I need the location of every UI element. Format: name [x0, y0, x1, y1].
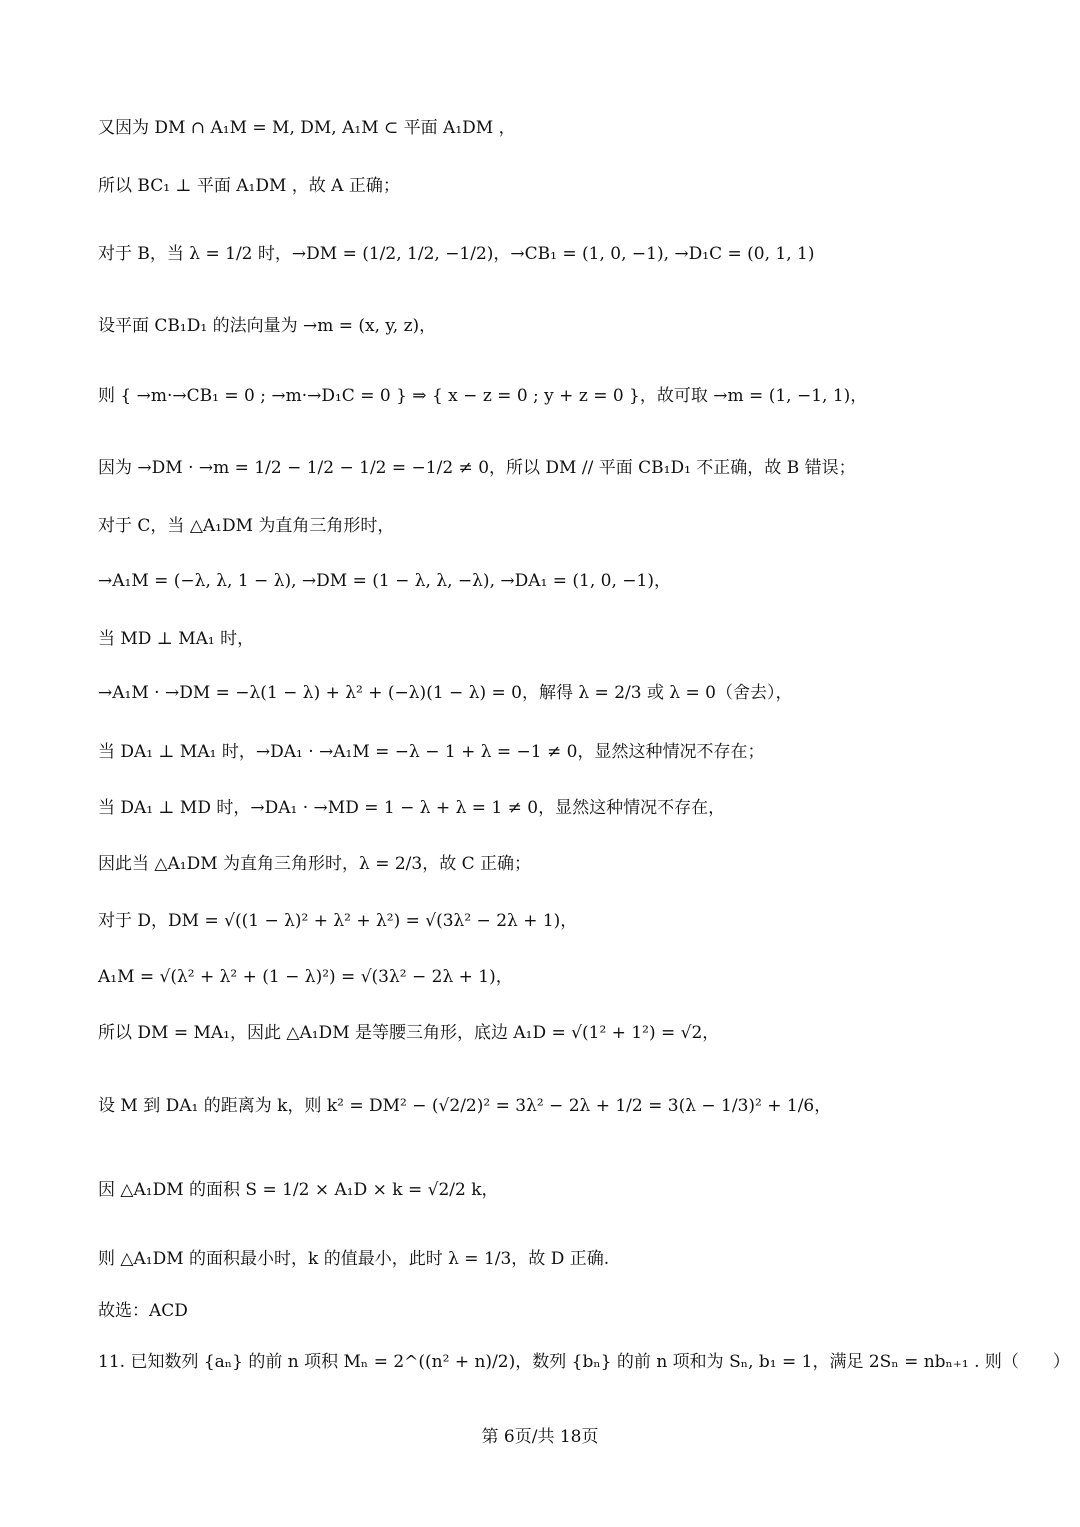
text-line: 对于 D，DM = √((1 − λ)² + λ² + λ²) = √(3λ² − 2λ + 1)， — [98, 911, 578, 931]
text-line: 设平面 CB₁D₁ 的法向量为 →m = (x, y, z)， — [98, 316, 437, 336]
text-line: 则 { →m·→CB₁ = 0 ; →m·→D₁C = 0 } ⇒ { x − z = 0 ; y + z = 0 }，故可取 →m = (1, −1, 1)， — [98, 386, 868, 406]
text-line: 故选：ACD — [98, 1301, 188, 1321]
text-line: 因为 →DM · →m = 1/2 − 1/2 − 1/2 = −1/2 ≠ 0，所以 DM // 平面 CB₁D₁ 不正确，故 B 错误； — [98, 458, 856, 478]
text-line: 当 DA₁ ⊥ MD 时，→DA₁ · →MD = 1 − λ + λ = 1 ≠ 0，显然这种情况不存在， — [98, 798, 726, 818]
text-line: 设 M 到 DA₁ 的距离为 k，则 k² = DM² − (√2/2)² = 3λ² − 2λ + 1/2 = 3(λ − 1/3)² + 1/6， — [98, 1096, 832, 1116]
text-line: 所以 DM = MA₁，因此 △A₁DM 是等腰三角形，底边 A₁D = √(1² + 1²) = √2， — [98, 1023, 720, 1043]
text-line: 当 MD ⊥ MA₁ 时， — [98, 629, 255, 649]
text-line: 对于 B，当 λ = 1/2 时，→DM = (1/2, 1/2, −1/2)，→CB₁ = (1, 0, −1), →D₁C = (0, 1, 1) — [98, 244, 815, 264]
text-line: 所以 BC₁ ⊥ 平面 A₁DM ，故 A 正确； — [98, 176, 400, 196]
text-line: 则 △A₁DM 的面积最小时，k 的值最小，此时 λ = 1/3，故 D 正确. — [98, 1249, 610, 1269]
text-line: 11. 已知数列 {aₙ} 的前 n 项积 Mₙ = 2^((n² + n)/2)，数列 {bₙ} 的前 n 项和为 Sₙ, b₁ = 1，满足 2Sₙ = nbₙ₊₁ . 则（ ） — [98, 1352, 1070, 1372]
text-line: A₁M = √(λ² + λ² + (1 − λ)²) = √(3λ² − 2λ + 1)， — [98, 967, 513, 987]
text-line: →A₁M = (−λ, λ, 1 − λ), →DM = (1 − λ, λ, −λ), →DA₁ = (1, 0, −1)， — [98, 571, 671, 591]
text-line: 因此当 △A₁DM 为直角三角形时，λ = 2/3，故 C 正确； — [98, 854, 532, 874]
text-line: 又因为 DM ∩ A₁M = M, DM, A₁M ⊂ 平面 A₁DM ， — [98, 118, 516, 138]
text-line: 因 △A₁DM 的面积 S = 1/2 × A₁D × k = √2/2 k， — [98, 1180, 499, 1200]
page-footer: 第 6页/共 18页 — [481, 1427, 599, 1447]
text-line: →A₁M · →DM = −λ(1 − λ) + λ² + (−λ)(1 − λ) = 0，解得 λ = 2/3 或 λ = 0（舍去）， — [98, 683, 793, 703]
text-line: 对于 C，当 △A₁DM 为直角三角形时， — [98, 516, 395, 536]
text-line: 当 DA₁ ⊥ MA₁ 时，→DA₁ · →A₁M = −λ − 1 + λ = −1 ≠ 0，显然这种情况不存在； — [98, 742, 765, 762]
